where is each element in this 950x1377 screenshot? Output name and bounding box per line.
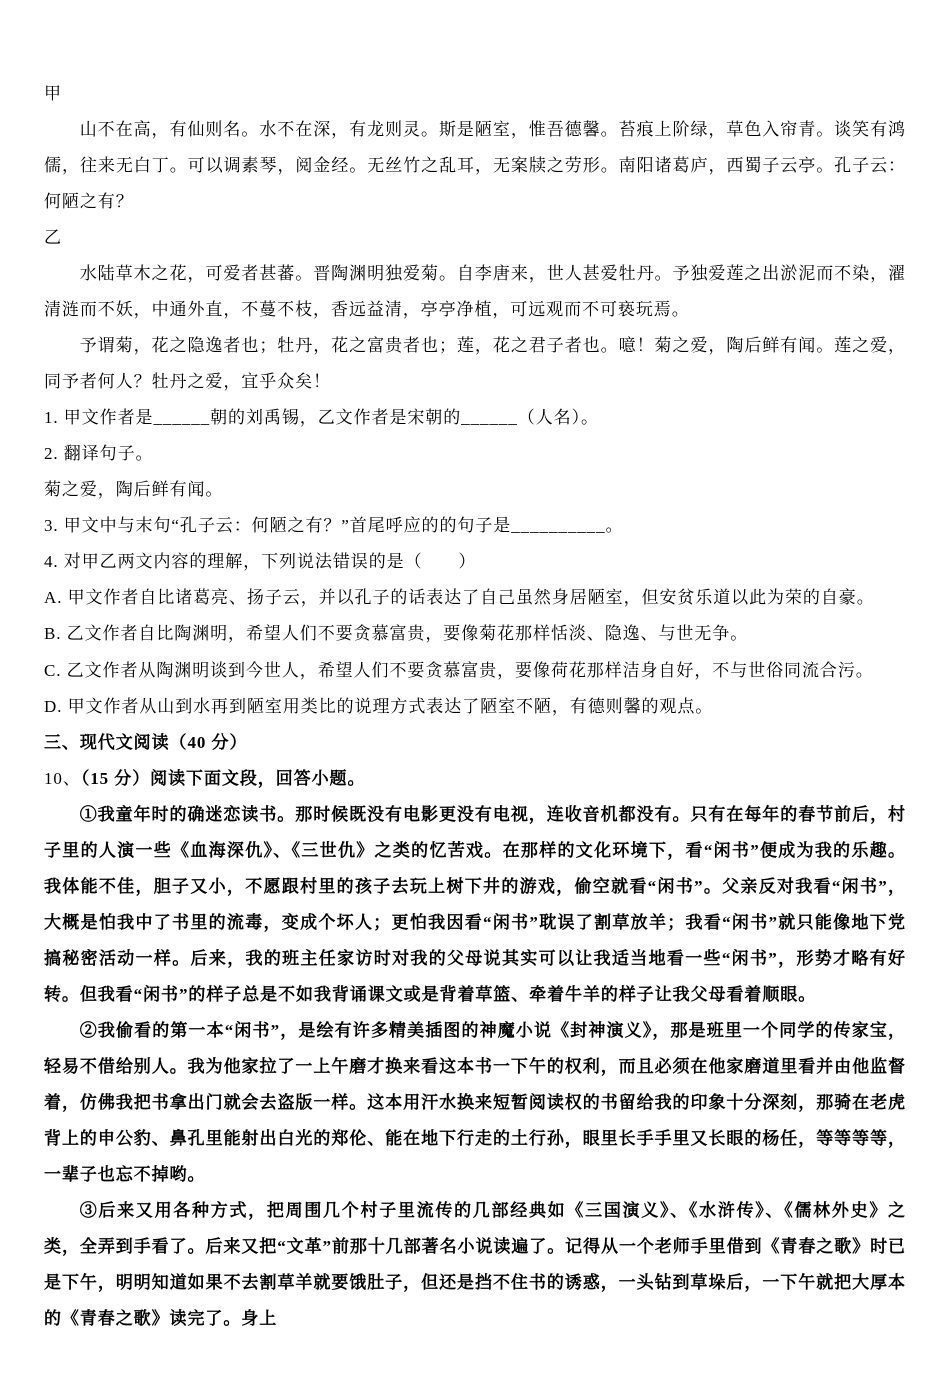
question-3: 3. 甲文中与末句“孔子云：何陋之有？”首尾呼应的的句子是__________。: [44, 516, 624, 536]
question-1: 1. 甲文作者是______朝的刘禹锡，乙文作者是宋朝的______（人名）。: [44, 408, 599, 428]
question-4-option-c: C. 乙文作者从陶渊明谈到今世人，希望人们不要贪慕富贵，要像荷花那样洁身自好，不与世俗同流合污。: [44, 660, 874, 680]
passage-yi-paragraph-2: 予谓菊，花之隐逸者也；牡丹，花之富贵者也；莲，花之君子者也。噫！菊之爱，陶后鲜有闻。莲之爱，同予者何人？牡丹之爱，宜乎众矣！: [44, 336, 906, 392]
question-10-number: 10、: [44, 768, 81, 788]
passage-jia-text: 山不在高，有仙则名。水不在深，有龙则灵。斯是陋室，惟吾德馨。苔痕上阶绿，草色入帘青。谈笑有鸿儒，往来无白丁。可以调素琴，阅金经。无丝竹之乱耳，无案牍之劳形。南阳诸葛庐，西蜀子云亭。孔子云：何陋之有？: [44, 120, 906, 212]
question-4: 4. 对甲乙两文内容的理解，下列说法错误的是（ ）: [44, 552, 477, 572]
question-2: 2. 翻译句子。: [44, 444, 154, 464]
question-2-sentence: 菊之爱，陶后鲜有闻。: [44, 480, 224, 500]
passage-label-yi: 乙: [44, 228, 62, 248]
question-4-option-b: B. 乙文作者自比陶渊明，希望人们不要贪慕富贵，要像菊花那样恬淡、隐逸、与世无争。: [44, 624, 749, 644]
question-10-stem: [44, 761, 906, 797]
passage-label-jia: 甲: [44, 84, 62, 103]
modern-text-paragraph-1: ①我童年时的确迷恋读书。那时候既没有电影更没有电视，连收音机都没有。只有在每年的春节前后，村子里的人演一些《血海深仇》、《三世仇》之类的忆苦戏。在那样的文化环境下，看“闲书”便成为我的乐趣。我体能不佳，胆子又小，不愿跟村里的孩子去玩上树下井的游戏，偷空就看“闲书”。父亲反对我看“闲书”，大概是怕我中了书里的流毒，变成个坏人；更怕我因看“闲书”耽误了割草放羊；我看“闲书”就只能像地下党搞秘密活动一样。后来，我的班主任家访时对我的父母说其实可以让我适当地看一些“闲书”，形势才略有好转。但我看“闲书”的样子总是不如我背诵课文或是背着草篮、牵着牛羊的样子让我父母看着顺眼。: [44, 804, 906, 1004]
modern-text-paragraph-2: ②我偷看的第一本“闲书”，是绘有许多精美插图的神魔小说《封神演义》，那是班里一个同学的传家宝，轻易不借给别人。我为他家拉了一上午磨才换来看这本书一下午的权利，而且必须在他家磨道里看并由他监督着，仿佛我把书拿出门就会去盗版一样。这本用汗水换来短暂阅读权的书留给我的印象十分深刻，那骑在老虎背上的申公豹、鼻孔里能射出白光的郑伦、能在地下行走的土行孙，眼里长手手里又长眼的杨任，等等等等，一辈子也忘不掉哟。: [44, 1020, 906, 1184]
question-4-option-a: A. 甲文作者自比诸葛亮、扬子云，并以孔子的话表达了自己虽然身居陋室，但安贫乐道以此为荣的自豪。: [44, 588, 875, 608]
question-10-title: （15 分）阅读下面文段，回答小题。: [80, 768, 366, 788]
section-heading-modern-reading: 三、现代文阅读（40 分）: [44, 732, 248, 752]
modern-text-paragraph-3: ③后来又用各种方式，把周围几个村子里流传的几部经典如《三国演义》、《水浒传》、《儒林外史》之类，全弄到手看了。后来又把“文革”前那十几部著名小说读遍了。记得从一个老师手里借到《青春之歌》时已是下午，明明知道如果不去割草羊就要饿肚子，但还是挡不住书的诱惑，一头钻到草垛后，一下午就把大厚本的《青春之歌》读完了。身上: [44, 1200, 906, 1329]
question-4-option-d: D. 甲文作者从山到水再到陋室用类比的说理方式表达了陋室不陋，有德则馨的观点。: [44, 696, 714, 716]
passage-yi-paragraph-1: 水陆草木之花，可爱者甚蕃。晋陶渊明独爱菊。自李唐来，世人甚爱牡丹。予独爱莲之出淤泥而不染，濯清涟而不妖，中通外直，不蔓不枝，香远益清，亭亭净植，可远观而不可亵玩焉。: [44, 264, 906, 320]
